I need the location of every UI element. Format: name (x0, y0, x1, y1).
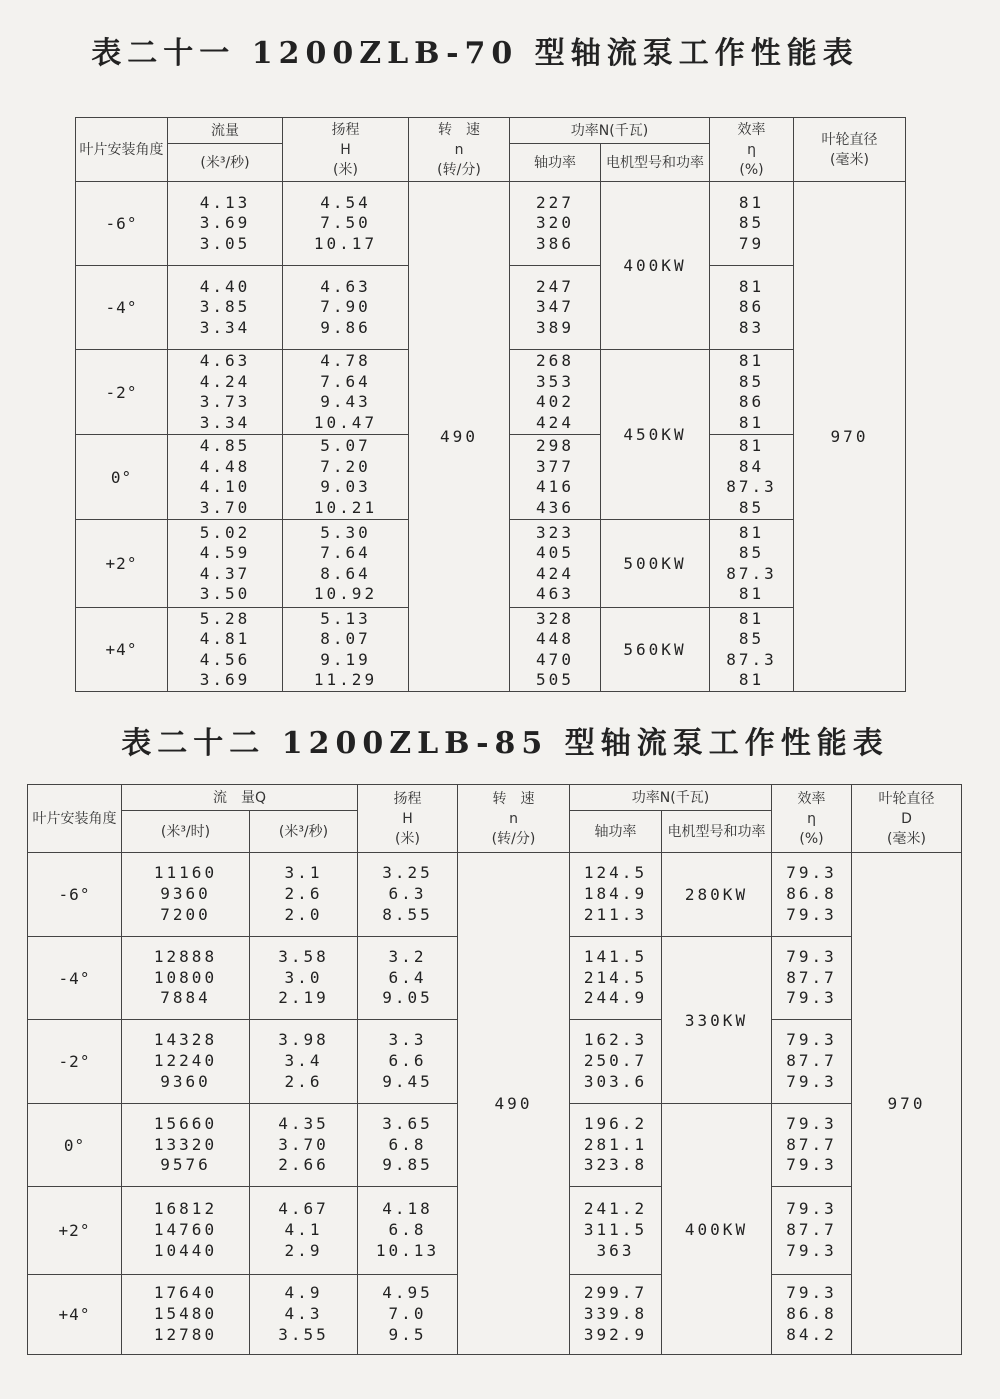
angle-cell: 0° (28, 1104, 122, 1187)
head-cell: 5.07 7.20 9.03 10.21 (283, 435, 409, 520)
flow-second-cell: 4.9 4.3 3.55 (250, 1275, 358, 1355)
efficiency-cell: 81 85 86 81 (710, 350, 794, 435)
angle-cell: -6° (76, 182, 168, 266)
head-cell: 5.30 7.64 8.64 10.92 (283, 520, 409, 608)
flow-hour-cell: 17640 15480 12780 (122, 1275, 250, 1355)
head-cell: 3.2 6.4 9.05 (358, 937, 458, 1020)
flow-cell: 5.28 4.81 4.56 3.69 (168, 608, 283, 692)
flow-hour-cell: 15660 13320 9576 (122, 1104, 250, 1187)
head-cell: 4.63 7.90 9.86 (283, 266, 409, 350)
head-cell: 3.25 6.3 8.55 (358, 853, 458, 937)
head-cell: 5.13 8.07 9.19 11.29 (283, 608, 409, 692)
header-head: 扬程 H (米) (283, 118, 409, 182)
angle-cell: +4° (76, 608, 168, 692)
shaft-power-cell: 328 448 470 505 (510, 608, 601, 692)
header-flow-unit-second: (米³/秒) (250, 811, 358, 853)
head-cell: 3.3 6.6 9.45 (358, 1020, 458, 1104)
motor-cell: 400KW (601, 182, 710, 350)
header-flow: 流量 (168, 118, 283, 144)
header-diameter: 叶轮直径 D (毫米) (852, 785, 962, 853)
shaft-power-cell: 196.2 281.1 323.8 (570, 1104, 662, 1187)
shaft-power-cell: 299.7 339.8 392.9 (570, 1275, 662, 1355)
flow-hour-cell: 16812 14760 10440 (122, 1187, 250, 1275)
header-motor: 电机型号和功率 (662, 811, 772, 853)
diameter-cell: 970 (852, 853, 962, 1355)
angle-cell: 0° (76, 435, 168, 520)
efficiency-cell: 81 84 87.3 85 (710, 435, 794, 520)
angle-cell: +4° (28, 1275, 122, 1355)
angle-cell: -6° (28, 853, 122, 937)
head-cell: 4.95 7.0 9.5 (358, 1275, 458, 1355)
header-flow-unit-hour: (米³/时) (122, 811, 250, 853)
motor-cell: 330KW (662, 937, 772, 1104)
angle-cell: -2° (28, 1020, 122, 1104)
shaft-power-cell: 323 405 424 463 (510, 520, 601, 608)
motor-cell: 280KW (662, 853, 772, 937)
header-head: 扬程 H (米) (358, 785, 458, 853)
head-cell: 4.18 6.8 10.13 (358, 1187, 458, 1275)
performance-table-1200zlb-70 (75, 117, 906, 692)
header-speed: 转 速 n (转/分) (458, 785, 570, 853)
flow-cell: 5.02 4.59 4.37 3.50 (168, 520, 283, 608)
efficiency-cell: 79.3 86.8 79.3 (772, 853, 852, 937)
shaft-power-cell: 298 377 416 436 (510, 435, 601, 520)
efficiency-cell: 79.3 87.7 79.3 (772, 1020, 852, 1104)
shaft-power-cell: 247 347 389 (510, 266, 601, 350)
shaft-power-cell: 141.5 214.5 244.9 (570, 937, 662, 1020)
angle-cell: -4° (76, 266, 168, 350)
flow-hour-cell: 11160 9360 7200 (122, 853, 250, 937)
head-cell: 3.65 6.8 9.85 (358, 1104, 458, 1187)
header-angle: 叶片安装角度 (28, 785, 122, 853)
angle-cell: +2° (28, 1187, 122, 1275)
header-diameter: 叶轮直径 (毫米) (794, 118, 906, 182)
angle-cell: +2° (76, 520, 168, 608)
efficiency-cell: 81 85 79 (710, 182, 794, 266)
motor-cell: 500KW (601, 520, 710, 608)
flow-second-cell: 3.58 3.0 2.19 (250, 937, 358, 1020)
header-flow-unit: (米³/秒) (168, 144, 283, 182)
head-cell: 4.54 7.50 10.17 (283, 182, 409, 266)
efficiency-cell: 79.3 87.7 79.3 (772, 1187, 852, 1275)
efficiency-cell: 81 85 87.3 81 (710, 608, 794, 692)
angle-cell: -4° (28, 937, 122, 1020)
angle-cell: -2° (76, 350, 168, 435)
flow-second-cell: 4.67 4.1 2.9 (250, 1187, 358, 1275)
shaft-power-cell: 162.3 250.7 303.6 (570, 1020, 662, 1104)
header-power: 功率N(千瓦) (510, 118, 710, 144)
diameter-cell: 970 (794, 182, 906, 692)
header-power: 功率N(千瓦) (570, 785, 772, 811)
shaft-power-cell: 227 320 386 (510, 182, 601, 266)
efficiency-cell: 81 85 87.3 81 (710, 520, 794, 608)
table1-title: 表二十一 1200ZLB-70 型轴流泵工作性能表 (91, 36, 859, 71)
motor-cell: 560KW (601, 608, 710, 692)
header-angle: 叶片安装角度 (76, 118, 168, 182)
efficiency-cell: 81 86 83 (710, 266, 794, 350)
efficiency-cell: 79.3 87.7 79.3 (772, 1104, 852, 1187)
efficiency-cell: 79.3 87.7 79.3 (772, 937, 852, 1020)
flow-cell: 4.63 4.24 3.73 3.34 (168, 350, 283, 435)
flow-cell: 4.85 4.48 4.10 3.70 (168, 435, 283, 520)
efficiency-cell: 79.3 86.8 84.2 (772, 1275, 852, 1355)
flow-cell: 4.13 3.69 3.05 (168, 182, 283, 266)
performance-table-1200zlb-85 (27, 784, 962, 1355)
speed-cell: 490 (409, 182, 510, 692)
flow-cell: 4.40 3.85 3.34 (168, 266, 283, 350)
flow-second-cell: 3.98 3.4 2.6 (250, 1020, 358, 1104)
header-shaft-power: 轴功率 (510, 144, 601, 182)
header-speed: 转 速 n (转/分) (409, 118, 510, 182)
motor-cell: 450KW (601, 350, 710, 520)
flow-hour-cell: 12888 10800 7884 (122, 937, 250, 1020)
shaft-power-cell: 268 353 402 424 (510, 350, 601, 435)
header-shaft-power: 轴功率 (570, 811, 662, 853)
flow-hour-cell: 14328 12240 9360 (122, 1020, 250, 1104)
flow-second-cell: 3.1 2.6 2.0 (250, 853, 358, 937)
flow-second-cell: 4.35 3.70 2.66 (250, 1104, 358, 1187)
shaft-power-cell: 124.5 184.9 211.3 (570, 853, 662, 937)
header-efficiency: 效率 η (%) (710, 118, 794, 182)
header-efficiency: 效率 η (%) (772, 785, 852, 853)
header-flow: 流 量Q (122, 785, 358, 811)
motor-cell: 400KW (662, 1104, 772, 1355)
table2-title: 表二十二 1200ZLB-85 型轴流泵工作性能表 (121, 726, 889, 761)
head-cell: 4.78 7.64 9.43 10.47 (283, 350, 409, 435)
speed-cell: 490 (458, 853, 570, 1355)
header-motor: 电机型号和功率 (601, 144, 710, 182)
shaft-power-cell: 241.2 311.5 363 (570, 1187, 662, 1275)
